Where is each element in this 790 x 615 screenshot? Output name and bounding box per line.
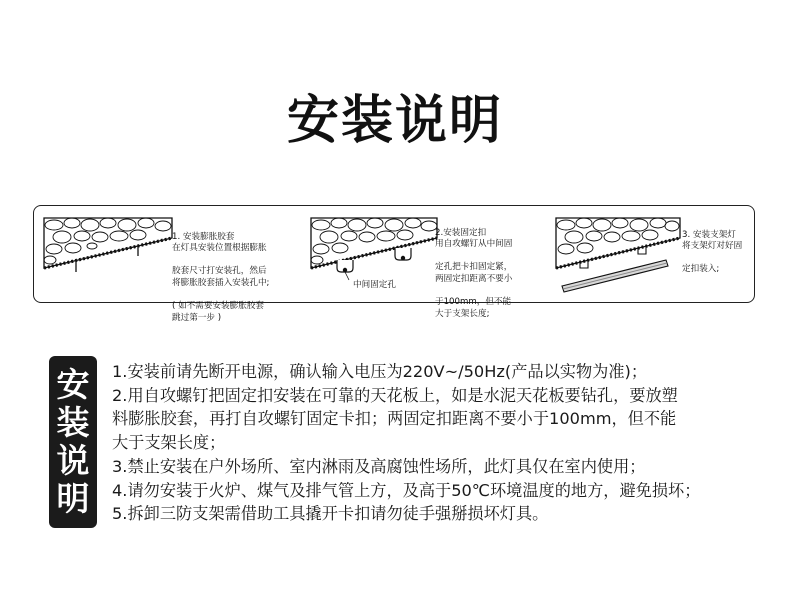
note-line: 3.禁止安装在户外场所、室内淋雨及高腐蚀性场所，此灯具仅在室内使用； bbox=[112, 456, 646, 476]
note-line: 料膨胀胶套，再打自攻螺钉固定卡扣；两固定扣距离不要小于100mm，但不能 bbox=[112, 409, 677, 429]
instruction-notes bbox=[112, 360, 762, 526]
middle-fixing-hole-label: 中间固定孔 bbox=[353, 280, 396, 290]
light-fitting-illustration bbox=[554, 206, 684, 304]
step-2 bbox=[309, 206, 534, 319]
side-label-char: 安 bbox=[56, 365, 90, 404]
note-line: 4.请勿安装于火炉、煤气及排气管上方，及高于50℃环境温度的地方，避免损坏； bbox=[112, 480, 701, 500]
side-label-char: 说 bbox=[56, 441, 90, 480]
side-label-char: 装 bbox=[56, 403, 90, 442]
note-line: 5.拆卸三防支架需借助工具撬开卡扣请勿徒手强掰损坏灯具。 bbox=[112, 504, 549, 524]
note-line: 1.安装前请先断开电源，确认输入电压为220V~/50Hz(产品以实物为准)； bbox=[112, 362, 648, 381]
installation-steps-panel bbox=[33, 205, 755, 323]
side-label-char: 明 bbox=[56, 479, 90, 518]
ceiling-anchor-illustration bbox=[42, 206, 177, 304]
page-title: 安装说明 bbox=[286, 91, 503, 151]
note-line: 大于支架长度； bbox=[112, 433, 226, 453]
instructions-side-label bbox=[49, 356, 97, 528]
step-2-text: 2.安装固定扣 用自攻螺钉从中间固 定孔把卡扣固定紧， 两固定扣距离不要小 于100mm，但不能 大于支架长度; bbox=[435, 227, 513, 319]
step-3-text: 3. 安装支架灯 将支架灯对好固 定扣装入; bbox=[682, 229, 743, 275]
note-line: 2.用自攻螺钉把固定扣安装在可靠的天花板上，如是水泥天花板要钻孔，要放塑 bbox=[112, 385, 678, 405]
step-3 bbox=[554, 206, 754, 304]
step-1 bbox=[42, 206, 272, 323]
step-1-text: 1. 安装膨胀胶套 在灯具安装位置根据膨胀 胶套尺寸打安装孔，然后 将膨胀胶套插入安装孔中; ( 如不需要安装膨胀胶套 跳过第一步 ) bbox=[172, 231, 270, 323]
